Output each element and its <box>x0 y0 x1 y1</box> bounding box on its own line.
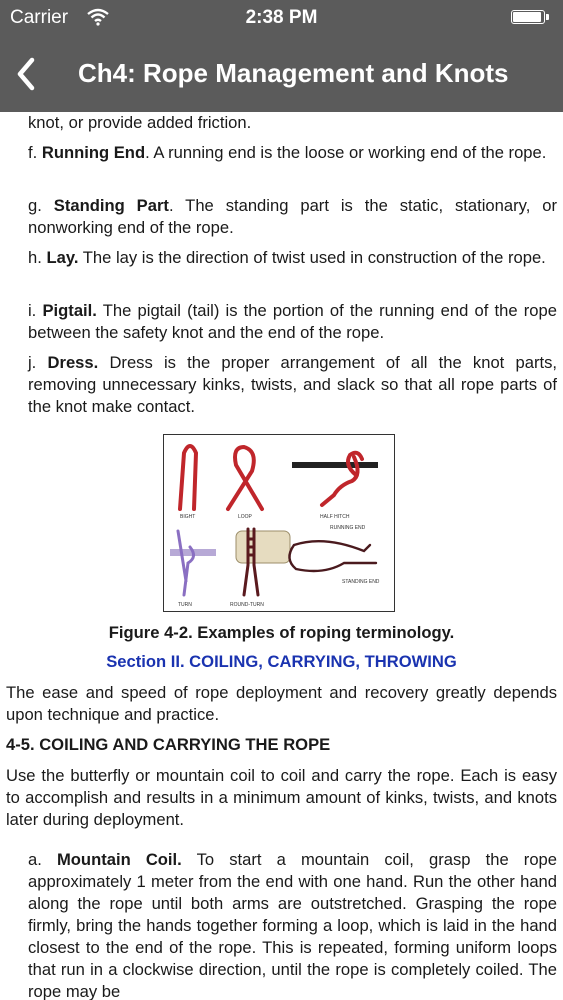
section-heading: 4-5. COILING AND CARRYING THE ROPE <box>6 735 331 754</box>
roping-terminology-figure <box>163 434 395 612</box>
label-turn: TURN <box>178 602 192 608</box>
section-link[interactable]: Section II. COILING, CARRYING, THROWING <box>106 652 457 671</box>
status-bar <box>0 0 563 36</box>
label-round-turn: ROUND-TURN <box>230 602 264 608</box>
definition-pigtail: i. Pigtail. The pigtail (tail) is the portion of the running end of the rope between the safety knot and the end of the rope. <box>28 301 557 342</box>
intro-paragraph: The ease and speed of rope deployment and recovery greatly depends upon technique and practice. <box>6 683 557 724</box>
definition-dress: j. Dress. Dress is the proper arrangement of all the knot parts, removing unnecessary kinks, twists, and slack so that all rope parts of the knot make contact. <box>28 353 557 416</box>
continued-text: knot, or provide added friction. <box>28 113 252 132</box>
label-running-end: RUNNING END <box>330 525 366 531</box>
round-turn-post <box>236 531 290 563</box>
clock: 2:38 PM <box>245 7 318 28</box>
label-bight: BIGHT <box>180 514 196 520</box>
label-loop: LOOP <box>238 514 252 520</box>
chevron-left-icon <box>8 52 44 96</box>
bight-rope <box>180 446 196 509</box>
label-standing-end: STANDING END <box>342 579 380 585</box>
running-standing-rope <box>289 541 376 571</box>
navigation-bar <box>0 36 563 112</box>
loop-rope <box>228 447 262 509</box>
carrier-label: Carrier <box>10 7 69 28</box>
mountain-coil-paragraph: a. Mountain Coil. To start a mountain coil, grasp the rope approximately 1 meter from the end with one hand. Run the other hand along the rope until both arms are outstretched. Grasping the rope firmly, bring the hands together forming a loop, which is laid in the hand closest to the end of the rope. This is repeated, forming uniform loops that run in a clockwise direction, until the rope is completely coiled. The rope may be <box>28 850 557 1000</box>
label-half-hitch: HALF HITCH <box>320 514 350 520</box>
definition-running-end: f. Running End. A running end is the loose or working end of the rope. <box>28 143 547 162</box>
figure-caption: Figure 4-2. Examples of roping terminology. <box>108 623 455 642</box>
back-button[interactable] <box>8 52 44 96</box>
definition-lay: h. Lay. The lay is the direction of twist used in construction of the rope. <box>28 248 546 267</box>
battery-icon <box>511 10 551 26</box>
page-title: Ch4: Rope Management and Knots <box>78 58 509 88</box>
body-paragraph: Use the butterfly or mountain coil to coil and carry the rope. Each is easy to accomplish and results in a minimum amount of kinks, twists, and knots later during deployment. <box>6 766 557 829</box>
turn-rope <box>178 531 194 595</box>
definition-standing-part: g. Standing Part. The standing part is the static, stationary, or nonworking end of the rope. <box>28 196 557 237</box>
content-scroll-area[interactable] <box>0 112 563 1000</box>
roping-terminology-illustration <box>164 435 394 611</box>
